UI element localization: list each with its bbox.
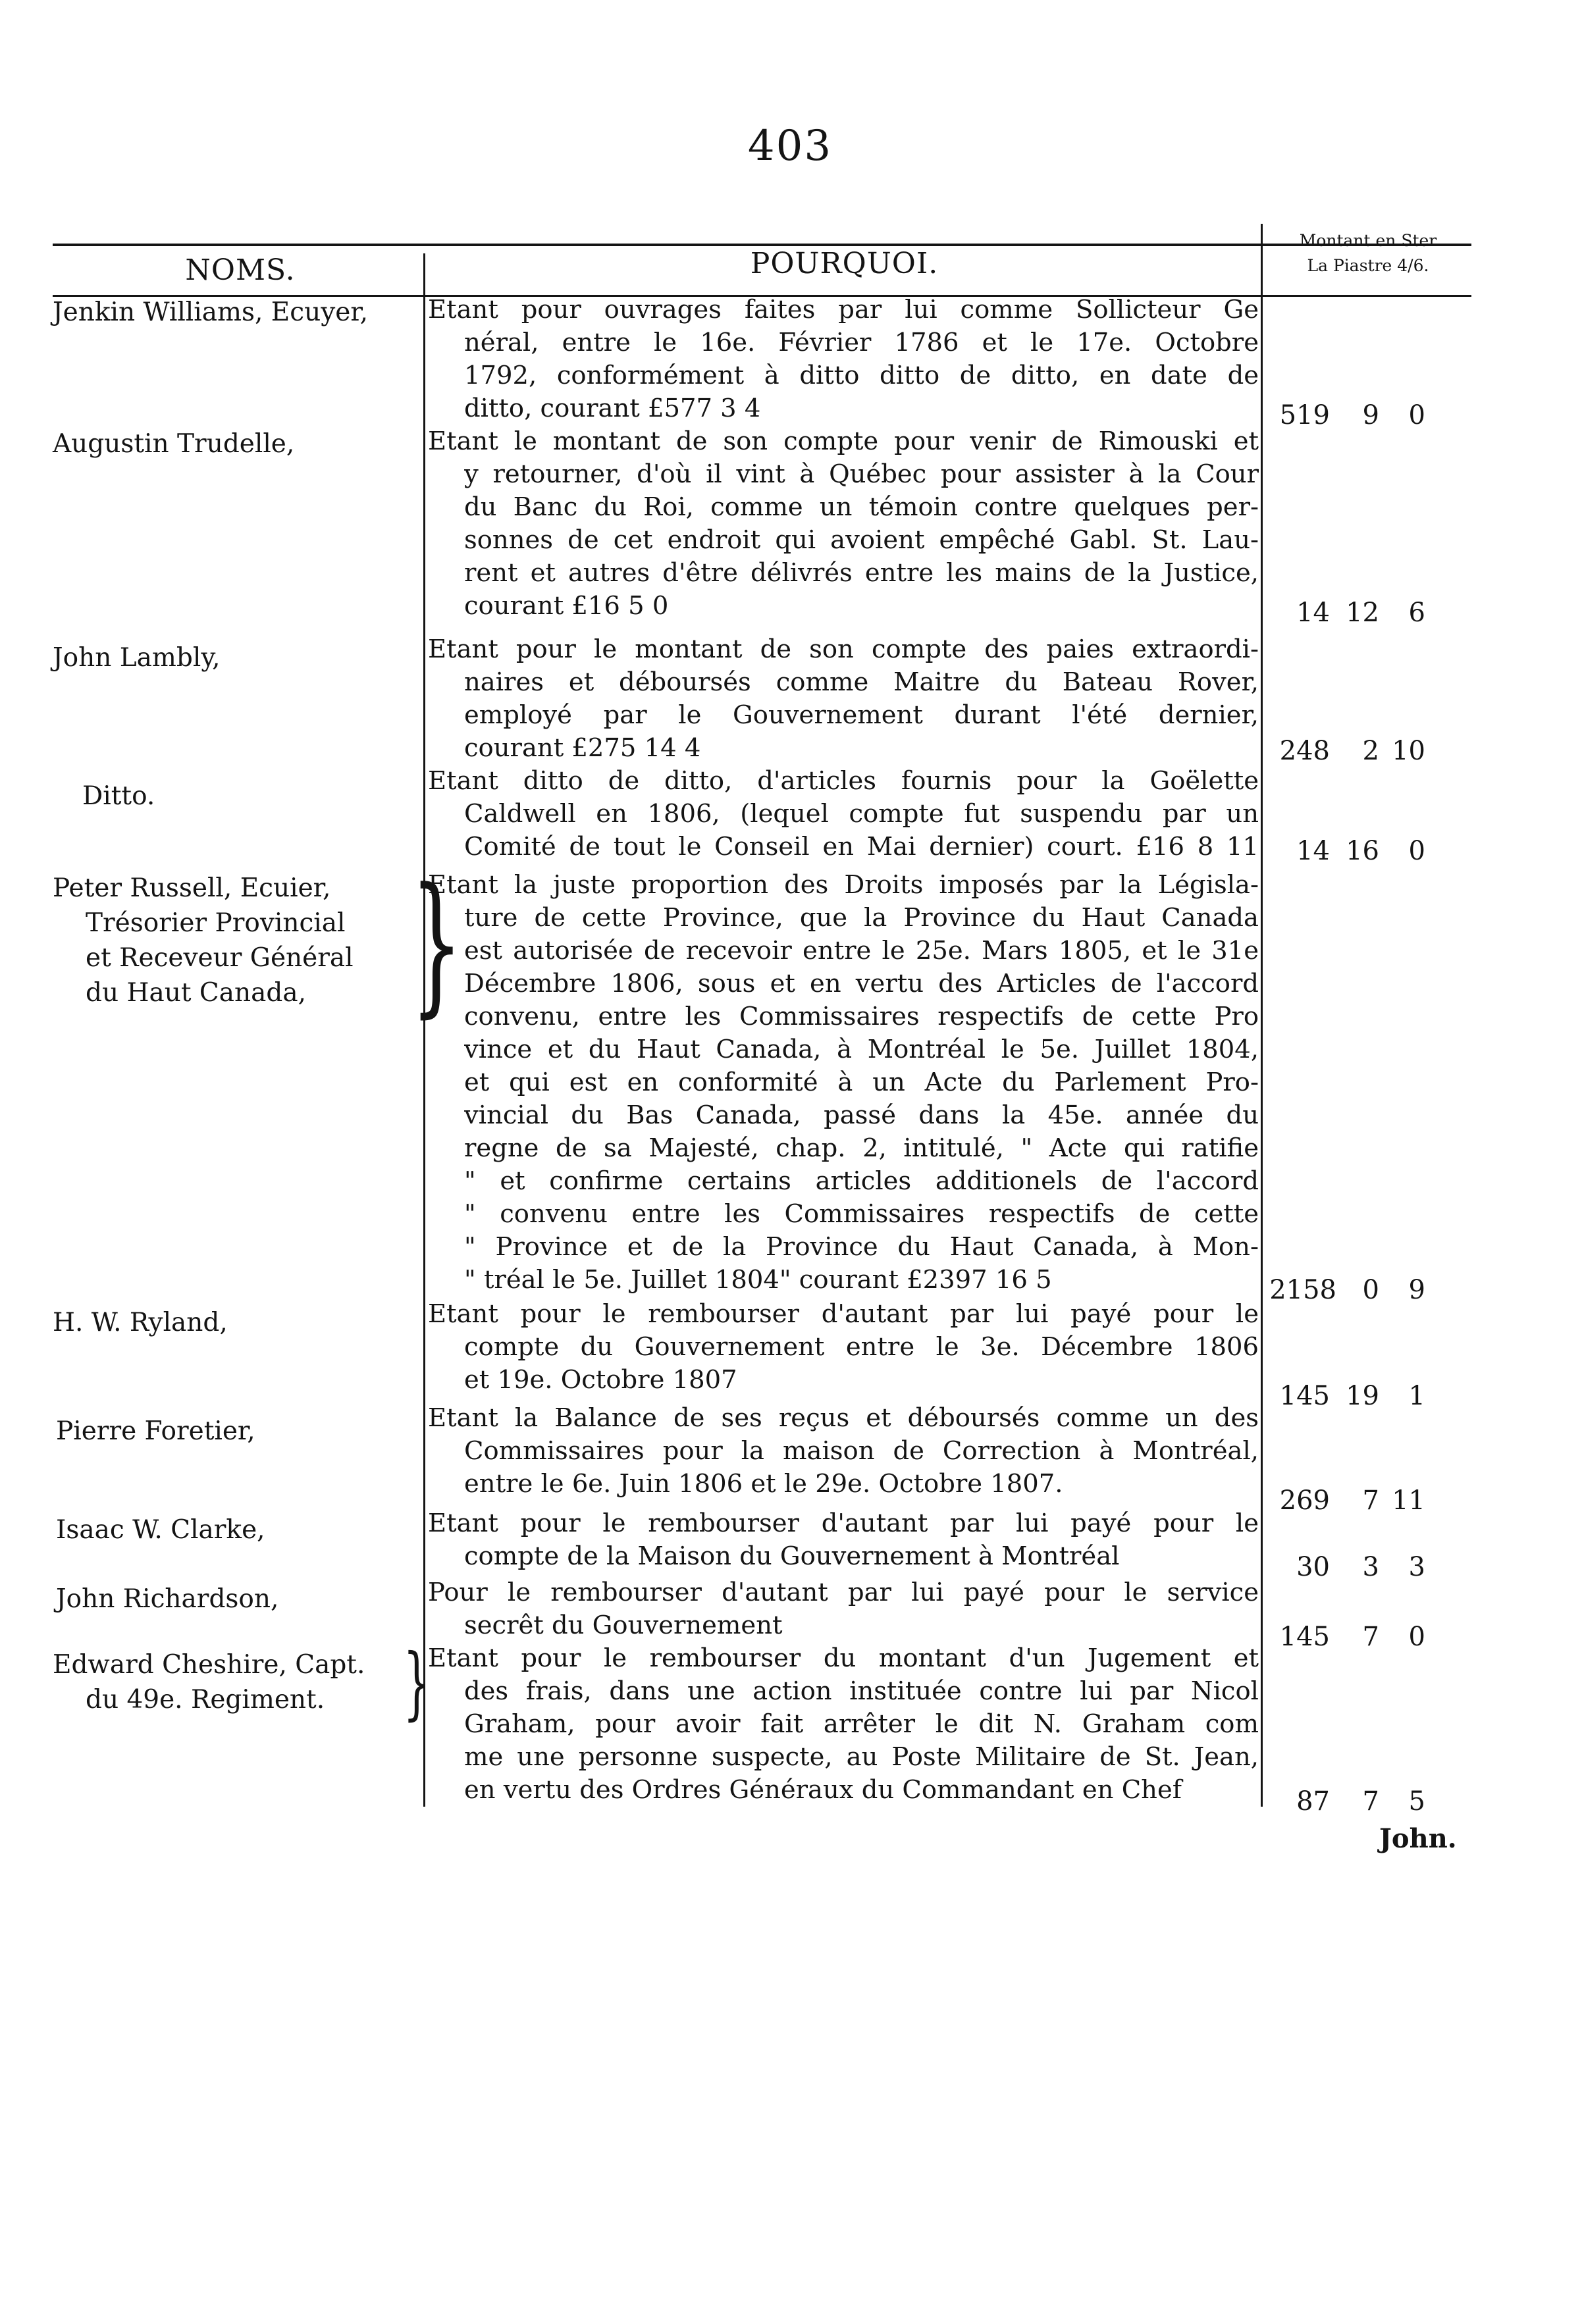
entry-text-line: Graham, pour avoir fait arrêter le dit N. Graham com bbox=[464, 1709, 1259, 1739]
header-names: NOMS. bbox=[185, 253, 296, 287]
amount-pence: 9 bbox=[1408, 1275, 1425, 1305]
entry-name: du 49e. Regiment. bbox=[86, 1685, 325, 1715]
catchword: John. bbox=[1379, 1823, 1457, 1854]
entry-name: Pierre Foretier, bbox=[56, 1416, 255, 1446]
amount-pence: 11 bbox=[1392, 1485, 1425, 1516]
entry-text-line: et qui est en conformité à un Acte du Parlement Pro- bbox=[464, 1068, 1259, 1097]
entry-text-line: " Province et de la Province du Haut Canada, à Mon- bbox=[464, 1232, 1259, 1262]
amount-pence: 3 bbox=[1408, 1552, 1425, 1582]
amount-pence: 6 bbox=[1408, 598, 1425, 628]
amount-pence: 0 bbox=[1408, 836, 1425, 866]
entry-text-line: employé par le Gouvernement durant l'été dernier, bbox=[464, 700, 1259, 730]
column-divider-right bbox=[1261, 224, 1263, 1807]
entry-text-line: convenu, entre les Commissaires respectifs de cette Pro bbox=[464, 1002, 1259, 1031]
entry-name: John Richardson, bbox=[56, 1584, 279, 1614]
amount-shillings: 9 bbox=[1362, 400, 1379, 430]
amount-pence: 10 bbox=[1392, 736, 1425, 766]
entry-name: Augustin Trudelle, bbox=[53, 429, 295, 459]
entry-text-line: ture de cette Province, que la Province du Haut Canada bbox=[464, 903, 1259, 933]
entry-text-line: regne de sa Majesté, chap. 2, intitulé, " Acte qui ratifie bbox=[464, 1133, 1259, 1163]
entry-text-line: Etant la juste proportion des Droits imposés par la Législa- bbox=[428, 870, 1259, 900]
brace-edward-cheshire: } bbox=[403, 1638, 431, 1729]
entry-text-line: Etant pour ouvrages faites par lui comme Sollicteur Ge bbox=[428, 295, 1259, 324]
entry-name: John Lambly, bbox=[53, 643, 221, 673]
entry-name: H. W. Ryland, bbox=[53, 1308, 228, 1337]
amount-pence: 0 bbox=[1408, 400, 1425, 430]
amount-pounds: 145 bbox=[1279, 1622, 1330, 1652]
brace-peter-russell: } bbox=[409, 856, 463, 1032]
entry-name: Ditto. bbox=[82, 781, 155, 811]
header-top-rule bbox=[53, 244, 1471, 246]
amount-pounds: 2158 bbox=[1269, 1275, 1336, 1305]
amount-pounds: 145 bbox=[1279, 1381, 1330, 1411]
amount-shillings: 19 bbox=[1346, 1381, 1379, 1411]
amount-pounds: 87 bbox=[1296, 1786, 1330, 1817]
amount-pounds: 248 bbox=[1279, 736, 1330, 766]
entry-name: Jenkin Williams, Ecuyer, bbox=[53, 297, 369, 327]
amount-pounds: 269 bbox=[1279, 1485, 1330, 1516]
entry-text-line: et 19e. Octobre 1807 bbox=[464, 1365, 737, 1395]
entry-text-line: vince et du Haut Canada, à Montréal le 5e. Juillet 1804, bbox=[464, 1035, 1259, 1064]
entry-text-line: courant £275 14 4 bbox=[464, 733, 701, 763]
entry-text-line: 1792, conformément à ditto ditto de ditto, en date de bbox=[464, 361, 1259, 390]
entry-text-line: " convenu entre les Commissaires respectifs de cette bbox=[464, 1199, 1259, 1229]
entry-name: Isaac W. Clarke, bbox=[56, 1515, 265, 1545]
entry-text-line: en vertu des Ordres Généraux du Commandant en Chef bbox=[464, 1775, 1182, 1805]
entry-text-line: " tréal le 5e. Juillet 1804" courant £2397 16 5 bbox=[464, 1265, 1052, 1295]
entry-text-line: Etant pour le rembourser du montant d'un Jugement et bbox=[428, 1643, 1259, 1673]
entry-text-line: des frais, dans une action instituée contre lui par Nicol bbox=[464, 1676, 1259, 1706]
entry-text-line: " et confirme certains articles additionels de l'accord bbox=[464, 1166, 1259, 1196]
header-amount-line1: Montant en Ster bbox=[1299, 231, 1437, 250]
amount-shillings: 2 bbox=[1362, 736, 1379, 766]
entry-name: Edward Cheshire, Capt. bbox=[53, 1650, 365, 1680]
entry-text-line: Etant le montant de son compte pour venir de Rimouski et bbox=[428, 426, 1259, 456]
entry-text-line: Comité de tout le Conseil en Mai dernier) court. £16 8 11 bbox=[464, 832, 1259, 862]
amount-pounds: 14 bbox=[1296, 598, 1330, 628]
entry-text-line: Etant la Balance de ses reçus et déboursés comme un des bbox=[428, 1403, 1259, 1433]
amount-pounds: 519 bbox=[1279, 400, 1330, 430]
entry-text-line: Etant pour le montant de son compte des paies extraordi- bbox=[428, 634, 1259, 664]
amount-shillings: 7 bbox=[1362, 1485, 1379, 1516]
entry-text-line: rent et autres d'être délivrés entre les mains de la Justice, bbox=[464, 558, 1259, 588]
entry-name: Peter Russell, Ecuier, bbox=[53, 873, 331, 903]
entry-text-line: du Banc du Roi, comme un témoin contre quelques per- bbox=[464, 492, 1259, 522]
amount-shillings: 7 bbox=[1362, 1622, 1379, 1652]
amount-shillings: 16 bbox=[1346, 836, 1379, 866]
entry-text-line: y retourner, d'où il vint à Québec pour assister à la Cour bbox=[464, 459, 1259, 489]
entry-text-line: ditto, courant £577 3 4 bbox=[464, 394, 761, 423]
entry-text-line: Caldwell en 1806, (lequel compte fut suspendu par un bbox=[464, 799, 1259, 829]
entry-text-line: sonnes de cet endroit qui avoient empêché Gabl. St. Lau- bbox=[464, 525, 1259, 555]
entry-text-line: me une personne suspecte, au Poste Militaire de St. Jean, bbox=[464, 1742, 1259, 1772]
amount-pounds: 30 bbox=[1296, 1552, 1330, 1582]
amount-shillings: 12 bbox=[1346, 598, 1379, 628]
entry-text-line: est autorisée de recevoir entre le 25e. Mars 1805, et le 31e bbox=[464, 936, 1259, 966]
entry-text-line: naires et déboursés comme Maitre du Bateau Rover, bbox=[464, 667, 1259, 697]
entry-text-line: vincial du Bas Canada, passé dans la 45e. année du bbox=[464, 1100, 1259, 1130]
entry-text-line: compte de la Maison du Gouvernement à Montréal bbox=[464, 1541, 1120, 1571]
entry-text-line: Commissaires pour la maison de Correction à Montréal, bbox=[464, 1436, 1259, 1466]
entry-text-line: Pour le rembourser d'autant par lui payé pour le service bbox=[428, 1578, 1259, 1607]
amount-shillings: 7 bbox=[1362, 1786, 1379, 1817]
amount-shillings: 0 bbox=[1362, 1275, 1379, 1305]
entry-text-line: néral, entre le 16e. Février 1786 et le 17e. Octobre bbox=[464, 328, 1259, 357]
entry-text-line: Etant pour le rembourser d'autant par lui payé pour le bbox=[428, 1299, 1259, 1329]
entry-text-line: Etant pour le rembourser d'autant par lui payé pour le bbox=[428, 1509, 1259, 1538]
amount-pounds: 14 bbox=[1296, 836, 1330, 866]
entry-text-line: entre le 6e. Juin 1806 et le 29e. Octobre 1807. bbox=[464, 1469, 1063, 1499]
entry-name: Trésorier Provincial bbox=[86, 908, 346, 938]
entry-text-line: courant £16 5 0 bbox=[464, 591, 669, 621]
entry-text-line: compte du Gouvernement entre le 3e. Décembre 1806 bbox=[464, 1332, 1259, 1362]
amount-shillings: 3 bbox=[1362, 1552, 1379, 1582]
header-amount-line2: La Piastre 4/6. bbox=[1307, 256, 1429, 275]
entry-text-line: Etant ditto de ditto, d'articles fournis pour la Goëlette bbox=[428, 766, 1259, 796]
page-number: 403 bbox=[747, 122, 833, 170]
entry-text-line: Décembre 1806, sous et en vertu des Articles de l'accord bbox=[464, 969, 1259, 998]
entry-name: du Haut Canada, bbox=[86, 978, 307, 1008]
amount-pence: 1 bbox=[1408, 1381, 1425, 1411]
amount-pence: 5 bbox=[1408, 1786, 1425, 1817]
header-purpose: POURQUOI. bbox=[750, 247, 939, 280]
entry-name: et Receveur Général bbox=[86, 943, 354, 973]
entry-text-line: secrêt du Gouvernement bbox=[464, 1611, 783, 1640]
amount-pence: 0 bbox=[1408, 1622, 1425, 1652]
